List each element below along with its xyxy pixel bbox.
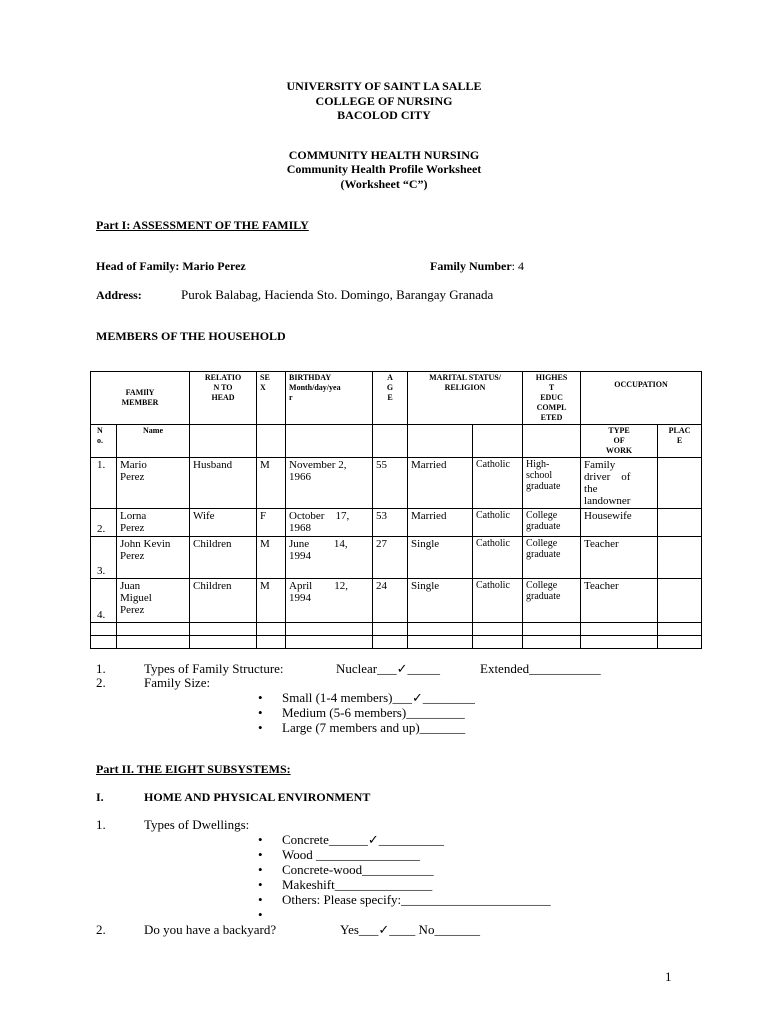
member-marital: Married <box>408 509 473 537</box>
blank-cell <box>190 425 257 458</box>
part1-title: Part I: ASSESSMENT OF THE FAMILY <box>96 218 309 232</box>
city-name: BACOLOD CITY <box>337 108 431 122</box>
bullet-icon: • <box>258 847 263 862</box>
worksheet-label: (Worksheet “C”) <box>340 177 428 191</box>
member-relation: Husband <box>190 458 257 509</box>
blank-cell <box>257 425 286 458</box>
header-relation: RELATIO N TO HEAD <box>190 372 257 425</box>
member-religion: Catholic <box>473 509 523 537</box>
bullet-icon: • <box>258 907 263 922</box>
table-header-row <box>91 372 702 425</box>
member-name: Mario Perez <box>117 458 190 509</box>
table-row <box>91 509 702 537</box>
header-occupation: OCCUPATION <box>581 372 702 425</box>
header-type-of-work: TYPE OF WORK <box>581 425 658 458</box>
member-relation: Children <box>190 579 257 623</box>
member-birthday: June 14, 1994 <box>286 537 373 579</box>
family-number-value: : 4 <box>511 259 524 273</box>
member-birthday: November 2, 1966 <box>286 458 373 509</box>
row-number-text: 3. <box>97 565 106 577</box>
member-religion: Catholic <box>473 458 523 509</box>
family-number <box>430 259 524 274</box>
member-place <box>658 579 702 623</box>
member-work: Teacher <box>581 537 658 579</box>
member-education: High- school graduate <box>523 458 581 509</box>
member-birthday: April 12, 1994 <box>286 579 373 623</box>
row-number <box>91 579 117 623</box>
nuclear-option: Nuclear___✓_____ <box>336 661 441 676</box>
dwelling-option <box>258 907 282 923</box>
bullet-icon: • <box>258 892 263 907</box>
blank-cell <box>473 425 523 458</box>
blank-cell <box>523 425 581 458</box>
member-age: 55 <box>373 458 408 509</box>
dwelling-option-text: Others: Please specify:_______________________ <box>282 892 551 907</box>
table-row <box>91 579 702 623</box>
row-number <box>91 509 117 537</box>
size-option <box>258 690 475 706</box>
table-row-empty <box>91 623 702 636</box>
member-age: 24 <box>373 579 408 623</box>
size-option <box>258 705 465 721</box>
member-sex: M <box>257 458 286 509</box>
member-place <box>658 509 702 537</box>
member-relation: Children <box>190 537 257 579</box>
member-name: Juan Miguel Perez <box>117 579 190 623</box>
bullet-icon: • <box>258 832 263 847</box>
household-table <box>90 371 702 649</box>
row-number <box>91 458 117 509</box>
blank-cell <box>373 425 408 458</box>
member-place <box>658 537 702 579</box>
q-dwelling-number: 1. <box>96 817 106 832</box>
bullet-icon: • <box>258 862 263 877</box>
row-number-text: 2. <box>97 523 106 535</box>
section-number: I. <box>96 790 104 804</box>
address-value: Purok Balabag, Hacienda Sto. Domingo, Barangay Granada <box>181 287 494 302</box>
q-structure-label: Types of Family Structure: <box>144 661 284 676</box>
dwelling-option <box>258 877 432 893</box>
extended-option: Extended___________ <box>480 661 601 676</box>
dwelling-option <box>258 847 420 863</box>
size-option <box>258 720 465 736</box>
member-sex: M <box>257 579 286 623</box>
row-number <box>91 537 117 579</box>
q-structure-number: 1. <box>96 661 106 676</box>
q-backyard-label: Do you have a backyard? <box>144 922 277 937</box>
header-place: PLAC E <box>658 425 702 458</box>
member-education: College graduate <box>523 509 581 537</box>
table-row <box>91 537 702 579</box>
dwelling-option-text: Concrete______✓__________ <box>282 832 444 847</box>
dwelling-option-text: Wood ________________ <box>282 847 420 862</box>
member-name: Lorna Perez <box>117 509 190 537</box>
member-marital: Married <box>408 458 473 509</box>
table-row-empty <box>91 636 702 649</box>
header-no: N o. <box>91 425 117 458</box>
bullet-icon: • <box>258 705 263 720</box>
page-number: 1 <box>665 969 672 984</box>
size-option-text: Large (7 members and up)_______ <box>282 720 466 735</box>
dwelling-option-text: Concrete-wood___________ <box>282 862 434 877</box>
q-size-number: 2. <box>96 675 106 690</box>
row-number-text: 4. <box>97 609 106 621</box>
member-work: Teacher <box>581 579 658 623</box>
member-work: Family driver of the landowner <box>581 458 658 509</box>
header-family-member: FAMIlY MEMBER <box>91 372 190 425</box>
table-subheader-row <box>91 425 702 458</box>
size-option-text: Medium (5-6 members)_________ <box>282 705 465 720</box>
header-marital: MARITAL STATUS/ RELIGION <box>408 372 523 425</box>
member-relation: Wife <box>190 509 257 537</box>
dwelling-option-text: Makeshift_______________ <box>282 877 433 892</box>
member-place <box>658 458 702 509</box>
address-label: Address: <box>96 288 142 302</box>
member-marital: Single <box>408 579 473 623</box>
member-name: John Kevin Perez <box>117 537 190 579</box>
member-sex: M <box>257 537 286 579</box>
header-sex: SE X <box>257 372 286 425</box>
member-marital: Single <box>408 537 473 579</box>
size-option-text: Small (1-4 members)___✓________ <box>282 690 475 705</box>
row-number-text: 1. <box>97 459 106 471</box>
household-title: MEMBERS OF THE HOUSEHOLD <box>96 329 286 343</box>
member-work: Housewife <box>581 509 658 537</box>
blank-cell <box>408 425 473 458</box>
dwelling-option <box>258 892 551 908</box>
backyard-answer: Yes___✓____ No_______ <box>340 922 480 937</box>
worksheet-title: Community Health Profile Worksheet <box>286 162 482 176</box>
dwelling-option <box>258 832 444 848</box>
part2-title: Part II. THE EIGHT SUBSYSTEMS: <box>96 762 291 776</box>
course-title: COMMUNITY HEALTH NURSING <box>288 148 480 162</box>
member-religion: Catholic <box>473 537 523 579</box>
college-name: COLLEGE OF NURSING <box>315 94 453 108</box>
blank-cell <box>286 425 373 458</box>
member-age: 27 <box>373 537 408 579</box>
table-row <box>91 458 702 509</box>
dwelling-option <box>258 862 434 878</box>
q-dwelling-label: Types of Dwellings: <box>144 817 250 832</box>
member-age: 53 <box>373 509 408 537</box>
header-education: HIGHES T EDUC COMPL ETED <box>523 372 581 425</box>
head-of-family: Head of Family: Mario Perez <box>96 259 246 273</box>
member-religion: Catholic <box>473 579 523 623</box>
q-size-label: Family Size: <box>144 675 211 690</box>
section-title: HOME AND PHYSICAL ENVIRONMENT <box>144 790 371 804</box>
bullet-icon: • <box>258 690 263 705</box>
q-backyard-number: 2. <box>96 922 106 937</box>
member-sex: F <box>257 509 286 537</box>
family-number-label: Family Number <box>430 259 512 273</box>
bullet-icon: • <box>258 877 263 892</box>
bullet-icon: • <box>258 720 263 735</box>
header-age: A G E <box>373 372 408 425</box>
header-name: Name <box>117 425 190 458</box>
header-birthday: BIRTHDAY Month/day/yea r <box>286 372 373 425</box>
university-name: UNIVERSITY OF SAINT LA SALLE <box>286 79 482 93</box>
member-birthday: October 17, 1968 <box>286 509 373 537</box>
member-education: College graduate <box>523 579 581 623</box>
member-education: College graduate <box>523 537 581 579</box>
